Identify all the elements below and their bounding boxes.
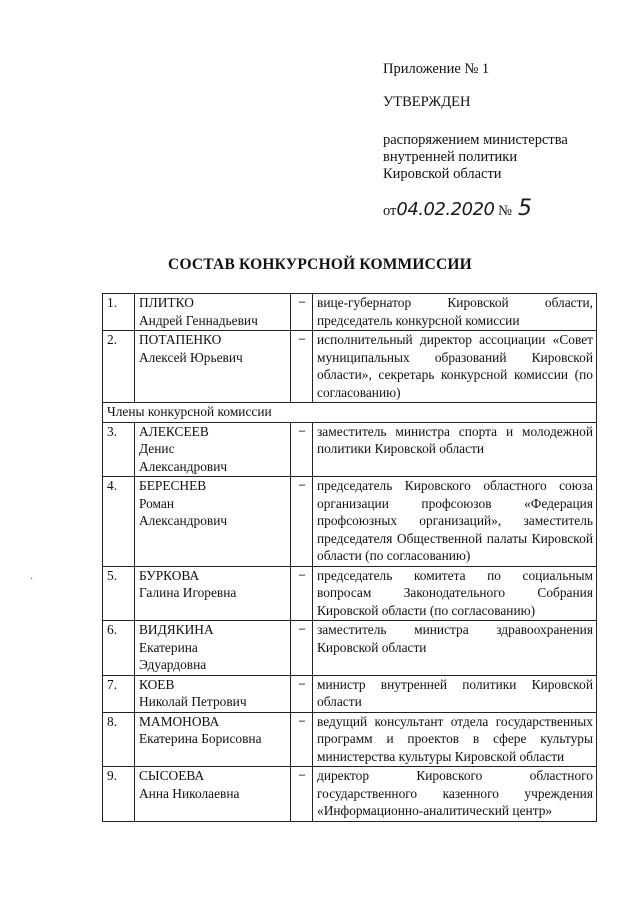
member-position: исполнительный директор ассоциации «Совет муниципальных образований Кировской области», секретарь конкурсной комиссии (по согласованию) [317, 332, 593, 400]
handwritten-number: 5 [517, 196, 532, 221]
dash-cell [291, 621, 313, 676]
member-name-cell [135, 712, 291, 767]
dash-cell [291, 566, 313, 621]
member-given-name: Денис [139, 441, 175, 456]
member-position-cell [313, 767, 597, 822]
dash: – [299, 422, 305, 437]
member-given-name: Екатерина Борисовна [139, 731, 262, 746]
member-surname: ПОТАПЕНКО [139, 332, 222, 347]
member-position: директор Кировского областного государственного казенного учреждения «Информационно-аналитический центр» [317, 768, 593, 818]
member-position: вице-губернатор Кировской области, председатель конкурсной комиссии [317, 295, 593, 328]
member-position: заместитель министра спорта и молодежной политики Кировской области [317, 423, 593, 456]
member-surname: ВИДЯКИНА [139, 622, 214, 637]
page-title: СОСТАВ КОНКУРСНОЙ КОММИССИИ [168, 256, 472, 273]
dash-cell [291, 422, 313, 477]
row-number-cell [103, 477, 135, 567]
member-surname: КОЕВ [139, 676, 175, 692]
row-number-cell [103, 422, 135, 477]
member-name-cell [135, 621, 291, 676]
member-given-name: Андрей Геннадьевич [139, 312, 258, 328]
member-surname: СЫСОЕВА [139, 768, 205, 783]
member-position-cell [313, 621, 597, 676]
member-surname: АЛЕКСЕЕВ [139, 423, 209, 439]
member-surname: БЕРЕСНЕВ [139, 478, 207, 493]
member-name-cell [135, 477, 291, 567]
dash: – [299, 294, 305, 308]
appendix-label: Приложение № 1 [383, 61, 490, 77]
dash-cell [291, 675, 313, 712]
member-position: заместитель министра здравоохранения Кировской области [317, 622, 593, 655]
member-given-name: Алексей Юрьевич [139, 349, 243, 365]
member-name-cell [135, 566, 291, 621]
row-number-cell [103, 331, 135, 403]
section-heading: Члены конкурсной комиссии [107, 404, 272, 419]
member-position-cell [313, 422, 597, 477]
member-given-name: Александрович [139, 458, 228, 474]
table-row [103, 331, 597, 403]
table-row [103, 675, 597, 712]
dash-cell [291, 712, 313, 767]
row-number-cell [103, 621, 135, 676]
member-position-cell [313, 566, 597, 621]
member-position: председатель комитета по социальным вопросам Законодательного Собрания Кировской области (по согласованию) [317, 567, 593, 618]
approved-label: УТВЕРЖДЕН [383, 94, 471, 110]
member-given-name: Екатерина [139, 639, 198, 655]
table-row [103, 621, 597, 676]
handwritten-date: 04.02.2020 [396, 199, 495, 220]
order-date-number [383, 196, 531, 222]
member-position: председатель Кировского областного союза организации профсоюзов «Федерация профсоюзных организаций», заместитель председателя Общественной палаты Кировской области (по согласованию) [317, 478, 593, 563]
member-position-cell [313, 331, 597, 403]
dash-cell [291, 331, 313, 403]
row-number: 1. [107, 295, 118, 310]
row-number: 2. [107, 332, 118, 347]
row-number: 3. [107, 423, 118, 439]
member-name-cell [135, 331, 291, 403]
member-given-name: Николай Петрович [139, 694, 247, 709]
table-row [103, 712, 597, 767]
dash: – [299, 331, 305, 345]
member-surname: МАМОНОВА [139, 713, 220, 729]
dash-cell [291, 294, 313, 331]
member-position-cell [313, 712, 597, 767]
table-row [103, 422, 597, 477]
date-prefix: от [383, 203, 397, 219]
row-number-cell [103, 767, 135, 822]
row-number: 7. [107, 676, 118, 692]
commission-table-body [103, 294, 597, 822]
row-number: 9. [107, 768, 118, 783]
member-surname: БУРКОВА [139, 567, 200, 583]
dash: – [299, 675, 305, 690]
member-given-name: Галина Игоревна [139, 585, 237, 600]
section-heading-cell [103, 403, 597, 423]
member-position: министр внутренней политики Кировской области [317, 676, 593, 709]
member-position-cell [313, 675, 597, 712]
member-position-cell [313, 477, 597, 567]
dash: – [299, 712, 305, 727]
row-number-cell [103, 675, 135, 712]
dash-cell [291, 767, 313, 822]
member-position-cell [313, 294, 597, 331]
row-number: 6. [107, 622, 118, 637]
member-given-name: Эдуардовна [139, 657, 207, 672]
order-issuer [383, 132, 613, 183]
dash: – [299, 566, 305, 581]
table-row [103, 566, 597, 621]
commission-table [102, 293, 597, 822]
order-issuer-line: внутренней политики [383, 149, 518, 165]
dash: – [299, 621, 305, 635]
member-given-name: Анна Николаевна [139, 785, 240, 801]
member-name-cell [135, 422, 291, 477]
section-row [103, 403, 597, 423]
number-label: № [498, 203, 512, 219]
row-number: 5. [107, 567, 118, 583]
table-row [103, 477, 597, 567]
table-row [103, 767, 597, 822]
row-number-cell [103, 566, 135, 621]
order-issuer-line: Кировской области [383, 166, 502, 182]
table-row [103, 294, 597, 331]
dash: – [299, 477, 305, 491]
row-number: 8. [107, 713, 118, 729]
row-number: 4. [107, 478, 118, 493]
member-surname: ПЛИТКО [139, 295, 194, 310]
scan-speck: · [30, 574, 34, 585]
order-issuer-line: распоряжением министерства [383, 132, 568, 148]
dash-cell [291, 477, 313, 567]
row-number-cell [103, 294, 135, 331]
member-name-cell [135, 675, 291, 712]
dash: – [299, 767, 305, 781]
member-name-cell [135, 767, 291, 822]
member-given-name: Роман [139, 495, 175, 511]
member-name-cell [135, 294, 291, 331]
member-given-name: Александрович [139, 513, 228, 528]
row-number-cell [103, 712, 135, 767]
member-position: ведущий консультант отдела государственных программ и проектов в сфере культуры министерства культуры Кировской области [317, 713, 593, 764]
